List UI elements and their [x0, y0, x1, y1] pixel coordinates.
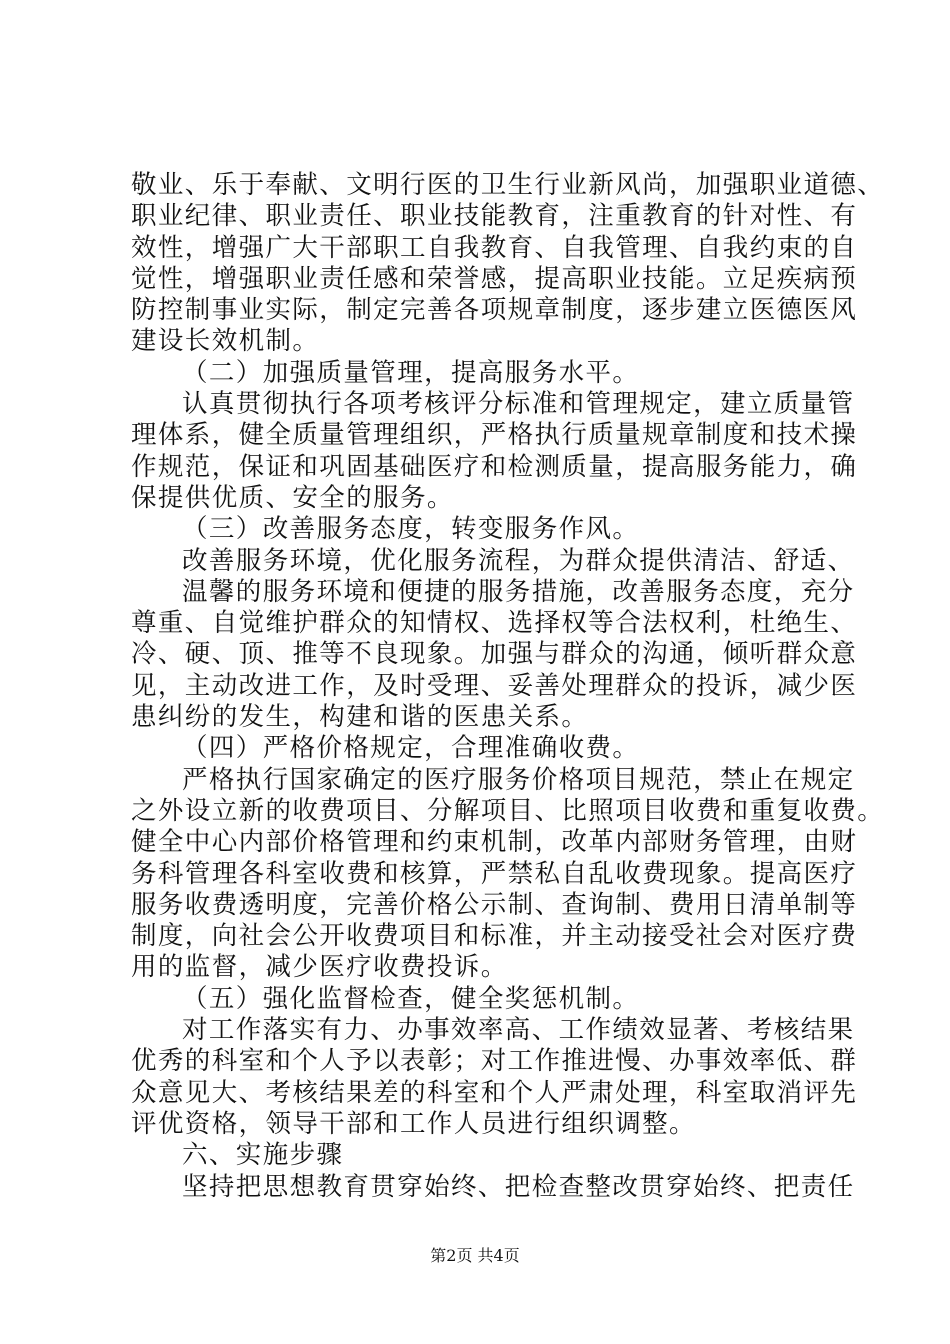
text-line: 改善服务环境，优化服务流程，为群众提供清洁、舒适、: [182, 545, 855, 576]
text-line: 理体系，健全质量管理组织，严格执行质量规章制度和技术操: [131, 420, 858, 451]
text-line: 冷、硬、顶、推等不良现象。加强与群众的沟通，倾听群众意: [131, 639, 858, 670]
text-line: 对工作落实有力、办事效率高、工作绩效显著、考核结果: [182, 1015, 855, 1046]
text-line: 温馨的服务环境和便捷的服务措施，改善服务态度，充分: [182, 576, 855, 607]
text-line: 严格执行国家确定的医疗服务价格项目规范，禁止在规定: [182, 764, 855, 795]
section-heading: （五）强化监督检查，健全奖惩机制。: [182, 983, 640, 1014]
page-number-footer: 第2页 共4页: [430, 1246, 520, 1265]
document-body: [131, 170, 885, 1203]
text-line: 服务收费透明度，完善价格公示制、查询制、费用日清单制等: [131, 889, 858, 920]
text-line: 见，主动改进工作，及时受理、妥善处理群众的投诉，减少医: [131, 670, 858, 701]
text-line: 认真贯彻执行各项考核评分标准和管理规定，建立质量管: [182, 389, 855, 420]
text-line: 之外设立新的收费项目、分解项目、比照项目收费和重复收费。: [131, 795, 885, 826]
text-line: 效性，增强广大干部职工自我教育、自我管理、自我约束的自: [131, 232, 858, 263]
text-line: 制度，向社会公开收费项目和标准，并主动接受社会对医疗费: [131, 921, 858, 952]
text-line: 务科管理各科室收费和核算，严禁私自乱收费现象。提高医疗: [131, 858, 858, 889]
section-heading: 六、实施步骤: [182, 1140, 344, 1171]
text-line: 保提供优质、安全的服务。: [131, 482, 454, 513]
text-line: 防控制事业实际，制定完善各项规章制度，逐步建立医德医风: [131, 295, 858, 326]
text-line: 优秀的科室和个人予以表彰；对工作推进慢、办事效率低、群: [131, 1046, 858, 1077]
text-line: 坚持把思想教育贯穿始终、把检查整改贯穿始终、把责任: [182, 1171, 855, 1202]
text-line: 健全中心内部价格管理和约束机制，改革内部财务管理，由财: [131, 827, 858, 858]
text-line: 用的监督，减少医疗收费投诉。: [131, 952, 508, 983]
text-line: 尊重、自觉维护群众的知情权、选择权等合法权利，杜绝生、: [131, 608, 858, 639]
text-line: 敬业、乐于奉献、文明行医的卫生行业新风尚，加强职业道德、: [131, 170, 885, 200]
section-heading: （三）改善服务态度，转变服务作风。: [182, 514, 640, 545]
text-line: 作规范，保证和巩固基础医疗和检测质量，提高服务能力，确: [131, 451, 858, 482]
text-line: 患纠纷的发生，构建和谐的医患关系。: [131, 702, 589, 733]
section-heading: （四）严格价格规定，合理准确收费。: [182, 733, 640, 764]
section-heading: （二）加强质量管理，提高服务水平。: [182, 357, 640, 388]
text-line: 职业纪律、职业责任、职业技能教育，注重教育的针对性、有: [131, 201, 858, 232]
text-line: 建设长效机制。: [131, 326, 320, 357]
text-line: 觉性，增强职业责任感和荣誉感，提高职业技能。立足疾病预: [131, 263, 858, 294]
text-line: 众意见大、考核结果差的科室和个人严肃处理，科室取消评先: [131, 1077, 858, 1108]
text-line: 评优资格，领导干部和工作人员进行组织调整。: [131, 1108, 696, 1139]
